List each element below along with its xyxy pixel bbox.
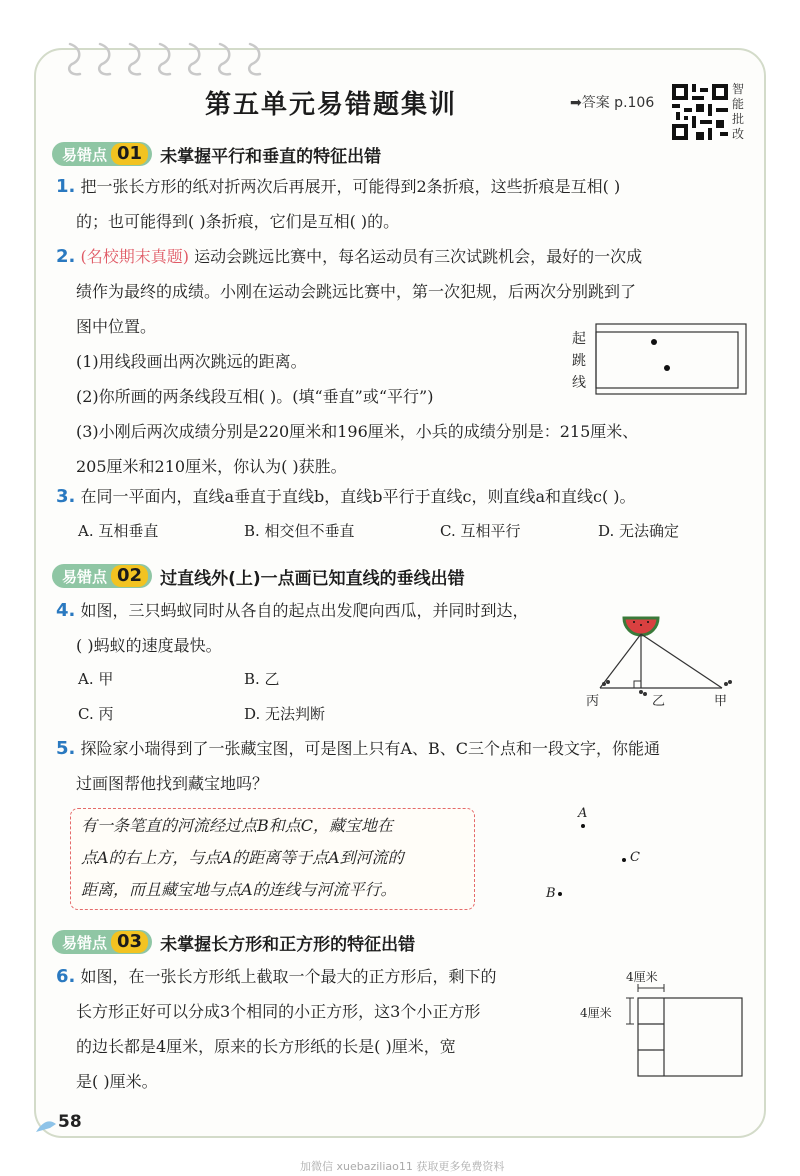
section-number: 03 bbox=[111, 931, 148, 953]
q4-option-c[interactable]: C. 丙 bbox=[78, 705, 114, 723]
section-03-header bbox=[52, 928, 415, 956]
jump-pit-figure bbox=[572, 322, 752, 398]
jump-mark-2 bbox=[664, 365, 670, 371]
q3-text-1: 在同一平面内，直线a垂直于直线b，直线b平行于直线c，则直线a和直线c( )。 bbox=[80, 487, 636, 506]
ant-label-yi: 乙 bbox=[652, 694, 666, 709]
q2-sub3b: 205厘米和210厘米，你认为( )获胜。 bbox=[76, 457, 347, 476]
q2-number: 2. bbox=[56, 246, 76, 267]
q2-line1 bbox=[56, 246, 642, 268]
answer-reference[interactable]: ➡答案 p.106 bbox=[570, 95, 655, 111]
smart-grading-label: 智能批改 bbox=[732, 82, 745, 141]
watermark: 加微信 xuebaziliao11 获取更多免费资料 bbox=[300, 1160, 505, 1173]
point-a-label: A bbox=[578, 806, 588, 821]
rectangle-figure bbox=[578, 966, 748, 1082]
page-title: 第五单元易错题集训 bbox=[205, 90, 458, 120]
q6-line3: 的边长都是4厘米，原来的长方形纸的长是( )厘米，宽 bbox=[76, 1037, 456, 1056]
q4-line1 bbox=[56, 600, 528, 622]
q6-line2: 长方形正好可以分成3个相同的小正方形，这3个小正方形 bbox=[76, 1002, 481, 1021]
jump-mark-1 bbox=[651, 339, 657, 345]
section-title: 未掌握长方形和正方形的特征出错 bbox=[160, 934, 416, 955]
q1-line2: 的；也可能得到( )条折痕，它们是互相( )的。 bbox=[76, 212, 400, 231]
q2-line3: 图中位置。 bbox=[76, 317, 157, 336]
section-number: 01 bbox=[111, 143, 148, 165]
q2-sub1: (1)用线段画出两次跳远的距离。 bbox=[76, 352, 307, 371]
q3-line1 bbox=[56, 486, 636, 508]
section-badge-label: 易错点 bbox=[62, 933, 108, 952]
q1-line1 bbox=[56, 176, 620, 198]
q5-line1 bbox=[56, 738, 660, 760]
q2-text-1: 运动会跳远比赛中，每名运动员有三次试跳机会，最好的一次成 bbox=[194, 247, 643, 266]
hint-line-1: 有一条笔直的河流经过点B和点C，藏宝地在 bbox=[81, 816, 394, 835]
section-title: 未掌握平行和垂直的特征出错 bbox=[160, 146, 382, 167]
binding-spirals bbox=[60, 40, 280, 80]
hint-line-3: 距离，而且藏宝地与点A的连线与河流平行。 bbox=[81, 880, 397, 899]
q5-line2: 过画图帮他找到藏宝地吗？ bbox=[76, 774, 269, 793]
point-c-dot bbox=[622, 858, 626, 862]
watermelon-icon bbox=[624, 618, 658, 635]
q4-number: 4. bbox=[56, 600, 76, 621]
section-badge bbox=[52, 142, 152, 166]
q3-number: 3. bbox=[56, 486, 76, 507]
q6-text-1: 如图，在一张长方形纸上截取一个最大的正方形后，剩下的 bbox=[80, 967, 497, 986]
q4-option-b[interactable]: B. 乙 bbox=[244, 670, 280, 688]
treasure-map-points bbox=[540, 800, 660, 910]
section-02-header bbox=[52, 562, 465, 590]
dim-top-label: 4厘米 bbox=[626, 970, 658, 984]
ant-label-jia: 甲 bbox=[714, 694, 728, 709]
section-badge-label: 易错点 bbox=[62, 145, 108, 164]
section-badge-label: 易错点 bbox=[62, 567, 108, 586]
qr-code-icon[interactable] bbox=[672, 84, 728, 140]
section-badge bbox=[52, 930, 152, 954]
takeoff-line-label: 起跳线 bbox=[572, 331, 586, 391]
q2-sub2: (2)你所画的两条线段互相( )。(填“垂直”或“平行”) bbox=[76, 387, 434, 406]
q5-hint-box bbox=[70, 808, 475, 910]
q1-number: 1. bbox=[56, 176, 76, 197]
page-number: 58 bbox=[58, 1112, 82, 1132]
q6-line1 bbox=[56, 966, 496, 988]
point-c-label: C bbox=[630, 850, 640, 865]
hint-line-2: 点A的右上方，与点A的距离等于点A到河流的 bbox=[81, 848, 404, 867]
ant-label-bing: 丙 bbox=[586, 694, 600, 709]
q3-option-a[interactable]: A. 互相垂直 bbox=[78, 522, 159, 540]
ant-icon bbox=[639, 690, 647, 696]
ant-triangle-figure bbox=[582, 600, 752, 710]
point-a-dot bbox=[581, 824, 585, 828]
point-b-label: B bbox=[546, 886, 556, 901]
q3-option-b[interactable]: B. 相交但不垂直 bbox=[244, 522, 355, 540]
section-badge bbox=[52, 564, 152, 588]
q4-line2: ( )蚂蚁的速度最快。 bbox=[76, 636, 222, 655]
q4-option-d[interactable]: D. 无法判断 bbox=[244, 705, 326, 723]
q3-option-c[interactable]: C. 互相平行 bbox=[440, 522, 521, 540]
q4-text-1: 如图，三只蚂蚁同时从各自的起点出发爬向西瓜，并同时到达， bbox=[80, 601, 529, 620]
q2-source-tag: (名校期末真题) bbox=[80, 247, 189, 266]
q5-text-1: 探险家小瑞得到了一张藏宝图，可是图上只有A、B、C三个点和一段文字，你能通 bbox=[80, 739, 661, 758]
section-01-header bbox=[52, 140, 381, 168]
q1-text-1: 把一张长方形的纸对折两次后再展开，可能得到2条折痕，这些折痕是互相( ) bbox=[80, 177, 621, 196]
q2-line2: 绩作为最终的成绩。小刚在运动会跳远比赛中，第一次犯规，后两次分别跳到了 bbox=[76, 282, 637, 301]
dim-left-label: 4厘米 bbox=[580, 1006, 612, 1020]
q5-number: 5. bbox=[56, 738, 76, 759]
q6-number: 6. bbox=[56, 966, 76, 987]
q3-option-d[interactable]: D. 无法确定 bbox=[598, 522, 680, 540]
ant-icon bbox=[724, 680, 732, 686]
point-b-dot bbox=[558, 892, 562, 896]
section-title: 过直线外(上)一点画已知直线的垂线出错 bbox=[160, 568, 465, 589]
page-corner-decoration bbox=[34, 1112, 58, 1140]
q6-line4: 是( )厘米。 bbox=[76, 1072, 158, 1091]
q4-option-a[interactable]: A. 甲 bbox=[78, 670, 114, 688]
q2-sub3a: (3)小刚后两次成绩分别是220厘米和196厘米，小兵的成绩分别是：215厘米、 bbox=[76, 422, 639, 441]
section-number: 02 bbox=[111, 565, 148, 587]
